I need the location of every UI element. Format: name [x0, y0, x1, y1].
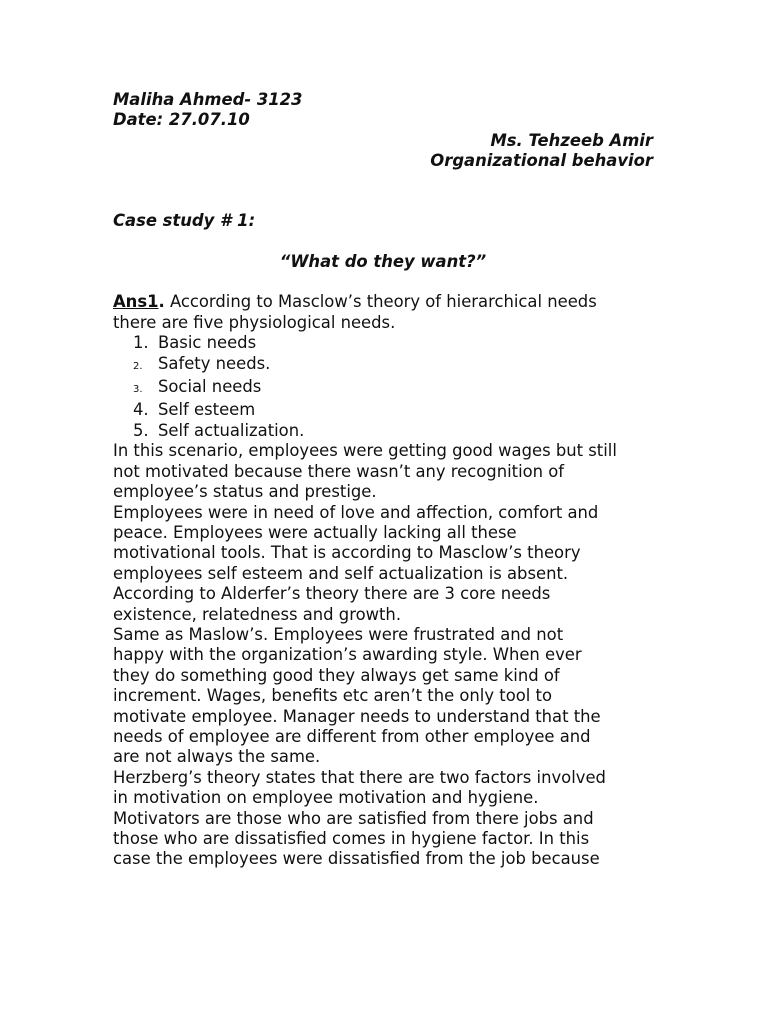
- body-line: needs of employee are different from other employee and: [113, 726, 591, 746]
- list-number: 4.: [133, 400, 149, 420]
- answer-label: Ans1: [113, 292, 159, 312]
- body-line: Motivators are those who are satisfied from there jobs and: [113, 808, 594, 828]
- list-item-label: Self actualization.: [158, 420, 305, 440]
- list-item: [113, 377, 658, 400]
- body-line: in motivation on employee motivation and hygiene.: [113, 788, 539, 808]
- list-number: 2.: [133, 360, 143, 372]
- list-number: 3.: [133, 384, 143, 396]
- case-study-heading: Case study # 1:: [113, 210, 256, 230]
- list-item: [113, 354, 658, 377]
- list-item-label: Basic needs: [158, 333, 257, 353]
- list-item-label: Safety needs.: [158, 353, 271, 373]
- answer-intro-line-2: there are five physiological needs.: [113, 312, 396, 332]
- student-name: Maliha Ahmed- 3123: [113, 90, 303, 109]
- answer-intro-text: According to Masclow’s theory of hierarchical needs: [164, 292, 597, 312]
- list-item: [113, 333, 658, 353]
- teacher-name: Ms. Tehzeeb Amir: [490, 130, 653, 150]
- body-line: motivate employee. Manager needs to understand that the: [113, 706, 601, 726]
- course-name: Organizational behavior: [430, 151, 653, 171]
- needs-list: [113, 333, 658, 441]
- answer-intro-line-1: [113, 292, 658, 312]
- body-line: existence, relatedness and growth.: [113, 604, 402, 624]
- list-item-label: Self esteem: [158, 400, 256, 420]
- case-study-title: “What do they want?”: [279, 252, 487, 272]
- list-number: 1.: [133, 333, 149, 353]
- document-body: [113, 90, 658, 870]
- body-line: those who are dissatisfied comes in hygiene factor. In this: [113, 829, 590, 848]
- body-line: case the employees were dissatisfied from the job because: [113, 849, 600, 869]
- body-line: According to Alderfer’s theory there are 3 core needs: [113, 584, 551, 604]
- answer-body: [113, 441, 658, 870]
- body-line: increment. Wages, benefits etc aren’t the only tool to: [113, 686, 552, 706]
- submission-date: Date: 27.07.10: [113, 110, 250, 130]
- body-line: are not always the same.: [113, 747, 321, 767]
- list-item: [113, 400, 658, 420]
- body-line: Herzberg’s theory states that there are two factors involved: [113, 767, 606, 787]
- answer-label-dot: .: [158, 292, 165, 312]
- body-line: In this scenario, employees were getting good wages but still: [113, 441, 617, 461]
- list-item: [113, 421, 658, 441]
- body-line: they do something good they always get same kind of: [113, 665, 560, 685]
- list-number: 5.: [133, 420, 149, 440]
- course-info: [113, 131, 653, 172]
- body-line: not motivated because there wasn’t any recognition of: [113, 461, 565, 481]
- body-line: peace. Employees were actually lacking all these: [113, 522, 517, 542]
- body-line: employees self esteem and self actualization is absent.: [113, 563, 569, 583]
- student-info: [113, 90, 658, 131]
- body-line: motivational tools. That is according to Masclow’s theory: [113, 543, 581, 563]
- list-item-label: Social needs: [158, 377, 262, 397]
- body-line: Employees were in need of love and affection, comfort and: [113, 502, 599, 522]
- body-line: Same as Maslow’s. Employees were frustrated and not: [113, 624, 564, 644]
- body-line: employee’s status and prestige.: [113, 482, 377, 502]
- body-line: happy with the organization’s awarding style. When ever: [113, 645, 582, 665]
